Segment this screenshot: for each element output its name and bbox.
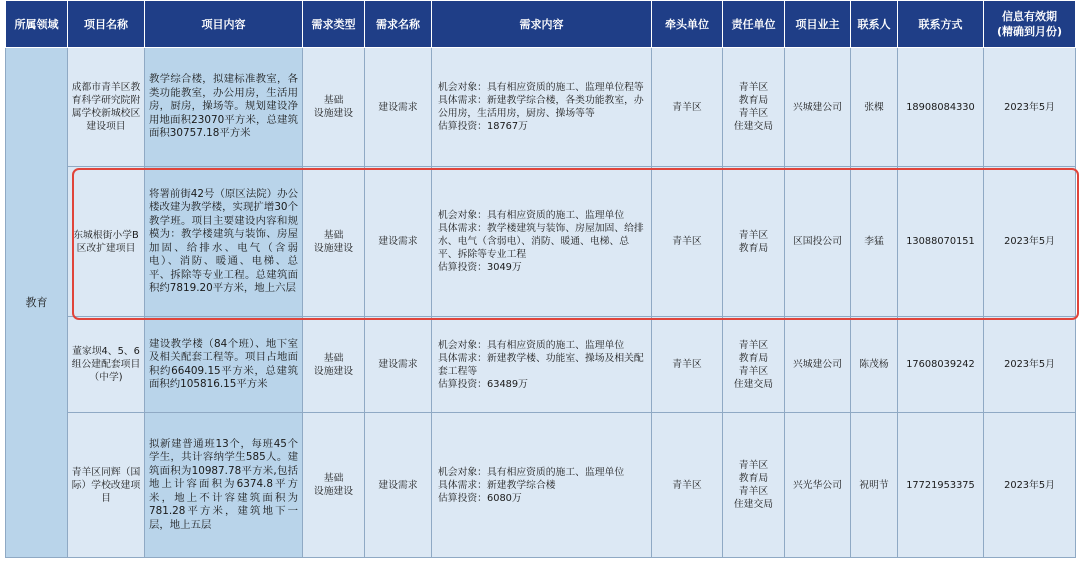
responsible-unit: 青羊区 教育局 青羊区 住建交局 (723, 48, 785, 167)
project-content: 建设教学楼（84个班）、地下室及相关配套工程等。项目占地面积约66409.15平方米，总建筑面积约105816.15平方米 (145, 317, 303, 413)
phone-number: 17608039242 (898, 317, 984, 413)
phone-number: 13088070151 (898, 167, 984, 317)
header-demand-content: 需求内容 (432, 1, 652, 48)
validity-date: 2023年5月 (984, 167, 1076, 317)
table-row (6, 413, 1076, 558)
project-name: 青羊区同辉（国际）学校改建项目 (68, 413, 145, 558)
demand-name: 建设需求 (365, 413, 432, 558)
demand-name: 建设需求 (365, 48, 432, 167)
project-name: 东城根街小学B区改扩建项目 (68, 167, 145, 317)
project-content: 拟新建普通班13个，每班45个学生，共计容纳学生585人。建筑面积为10987.78平方米,包括地上计容面积为6374.8平方米，地上不计容建筑面积为781.28平方米，建筑地下一层，地上五层 (145, 413, 303, 558)
responsible-unit: 青羊区 教育局 青羊区 住建交局 (723, 413, 785, 558)
demand-type: 基础 设施建设 (303, 413, 365, 558)
lead-unit: 青羊区 (652, 48, 723, 167)
responsible-unit: 青羊区 教育局 (723, 167, 785, 317)
phone-number: 17721953375 (898, 413, 984, 558)
project-owner: 兴光华公司 (785, 413, 851, 558)
project-owner: 兴城建公司 (785, 317, 851, 413)
project-owner: 兴城建公司 (785, 48, 851, 167)
header-demand-name: 需求名称 (365, 1, 432, 48)
project-name: 董家坝4、5、6组公建配套项目（中学) (68, 317, 145, 413)
header-row (6, 1, 1076, 48)
demand-content: 机会对象：具有相应资质的施工、监理单位 具体需求：新建教学综合楼 估算投资：6080万 (432, 413, 652, 558)
demand-content: 机会对象：具有相应资质的施工、监理单位 具体需求：教学楼建筑与装饰、房屋加固、给排水、电气（含弱电）、消防、暖通、电梯、总平、拆除等专业工程 估算投资：3049万 (432, 167, 652, 317)
header-domain: 所属领域 (6, 1, 68, 48)
domain-cell: 教育 (6, 48, 68, 558)
project-table-sheet (5, 0, 1075, 557)
header-project-owner: 项目业主 (785, 1, 851, 48)
demand-content: 机会对象：具有相应资质的施工、监理单位 具体需求：新建教学楼、功能室、操场及相关配套工程等 估算投资：63489万 (432, 317, 652, 413)
lead-unit: 青羊区 (652, 413, 723, 558)
header-phone: 联系方式 (898, 1, 984, 48)
header-lead-unit: 牵头单位 (652, 1, 723, 48)
demand-name: 建设需求 (365, 317, 432, 413)
lead-unit: 青羊区 (652, 167, 723, 317)
header-project-name: 项目名称 (68, 1, 145, 48)
contact-person: 祝明节 (851, 413, 898, 558)
demand-content: 机会对象：具有相应资质的施工、监理单位程等 具体需求：新建教学综合楼，各类功能教室，办公用房，生活用房，厨房、操场等等 估算投资：18767万 (432, 48, 652, 167)
header-project-content: 项目内容 (145, 1, 303, 48)
validity-date: 2023年5月 (984, 317, 1076, 413)
project-content: 将署前街42号（原区法院）办公楼改建为教学楼，实现扩增30个教学班。项目主要建设内容和规模为：教学楼建筑与装饰、房屋加固、给排水、电气（含弱电）、消防、暖通、电梯、总平、拆除等专业工程。总建筑面积约7819.20平方米，地上六层 (145, 167, 303, 317)
project-name: 成都市青羊区教育科学研究院附属学校新城校区建设项目 (68, 48, 145, 167)
project-owner: 区国投公司 (785, 167, 851, 317)
table-row (6, 317, 1076, 413)
header-validity: 信息有效期 (精确到月份) (984, 1, 1076, 48)
contact-person: 陈茂杨 (851, 317, 898, 413)
phone-number: 18908084330 (898, 48, 984, 167)
demand-type: 基础 设施建设 (303, 317, 365, 413)
validity-date: 2023年5月 (984, 48, 1076, 167)
header-contact-person: 联系人 (851, 1, 898, 48)
project-content: 教学综合楼，拟建标准教室，各类功能教室，办公用房，生活用房，厨房，操场等。规划建设净用地面积23070平方米，总建筑面积30757.18平方米 (145, 48, 303, 167)
table-row (6, 48, 1076, 167)
contact-person: 张棵 (851, 48, 898, 167)
validity-date: 2023年5月 (984, 413, 1076, 558)
table-row (6, 167, 1076, 317)
lead-unit: 青羊区 (652, 317, 723, 413)
responsible-unit: 青羊区 教育局 青羊区 住建交局 (723, 317, 785, 413)
header-responsible-unit: 责任单位 (723, 1, 785, 48)
demand-type: 基础 设施建设 (303, 48, 365, 167)
demand-type: 基础 设施建设 (303, 167, 365, 317)
demand-name: 建设需求 (365, 167, 432, 317)
header-demand-type: 需求类型 (303, 1, 365, 48)
contact-person: 李猛 (851, 167, 898, 317)
project-table (5, 0, 1076, 558)
